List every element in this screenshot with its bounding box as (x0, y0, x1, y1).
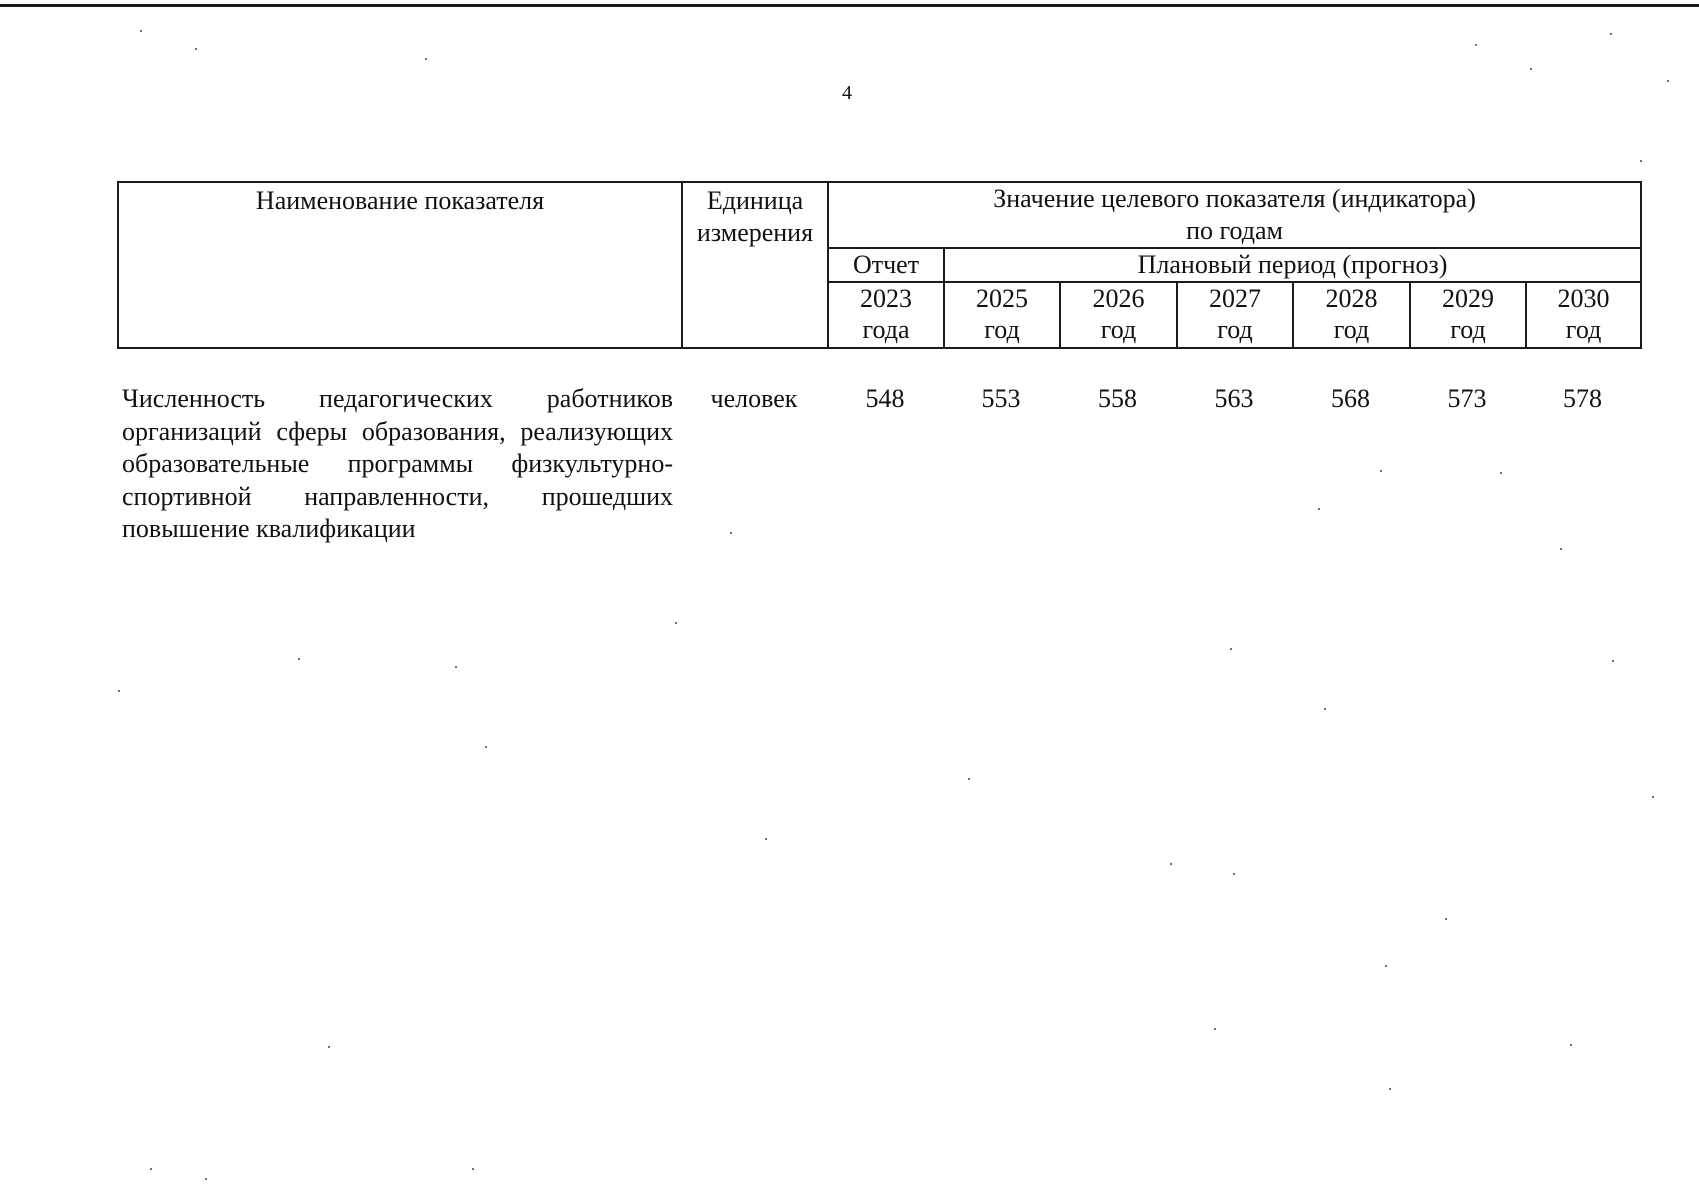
page-number: 4 (842, 82, 852, 104)
value-2028: 568 (1331, 384, 1370, 413)
header-year-2029: 2029 год (1410, 282, 1526, 348)
header-report: Отчет (828, 248, 944, 282)
header-plan-period: Плановый период (прогноз) (944, 248, 1641, 282)
header-unit: Единица измерения (682, 182, 828, 348)
indicator-name: Численность педагогических работников организаций сферы образования, реализующих образовательные программы физкультурно-спортивной направленности, прошедших повышение квалификации (122, 384, 673, 543)
header-year-2023: 2023 года (828, 282, 944, 348)
indicator-table-header (117, 181, 1642, 349)
header-target-values-line2: по годам (1186, 216, 1283, 245)
header-year-2028: 2028 год (1293, 282, 1410, 348)
value-2025: 553 (981, 384, 1021, 413)
value-2029: 573 (1447, 384, 1487, 413)
header-target-values-line1: Значение целевого показателя (индикатора) (993, 184, 1476, 213)
value-2023: 548 (865, 384, 905, 413)
value-2030: 578 (1563, 384, 1602, 413)
value-2027: 563 (1214, 384, 1254, 413)
top-border-line (0, 4, 1699, 7)
value-2026: 558 (1098, 384, 1137, 413)
header-year-2026: 2026 год (1060, 282, 1177, 348)
header-year-2027: 2027 год (1177, 282, 1293, 348)
header-year-2025: 2025 год (944, 282, 1060, 348)
header-target-values (828, 182, 1641, 248)
header-indicator-name: Наименование показателя (118, 182, 682, 348)
header-year-2030: 2030 год (1526, 282, 1641, 348)
indicator-unit: человек (710, 384, 798, 413)
